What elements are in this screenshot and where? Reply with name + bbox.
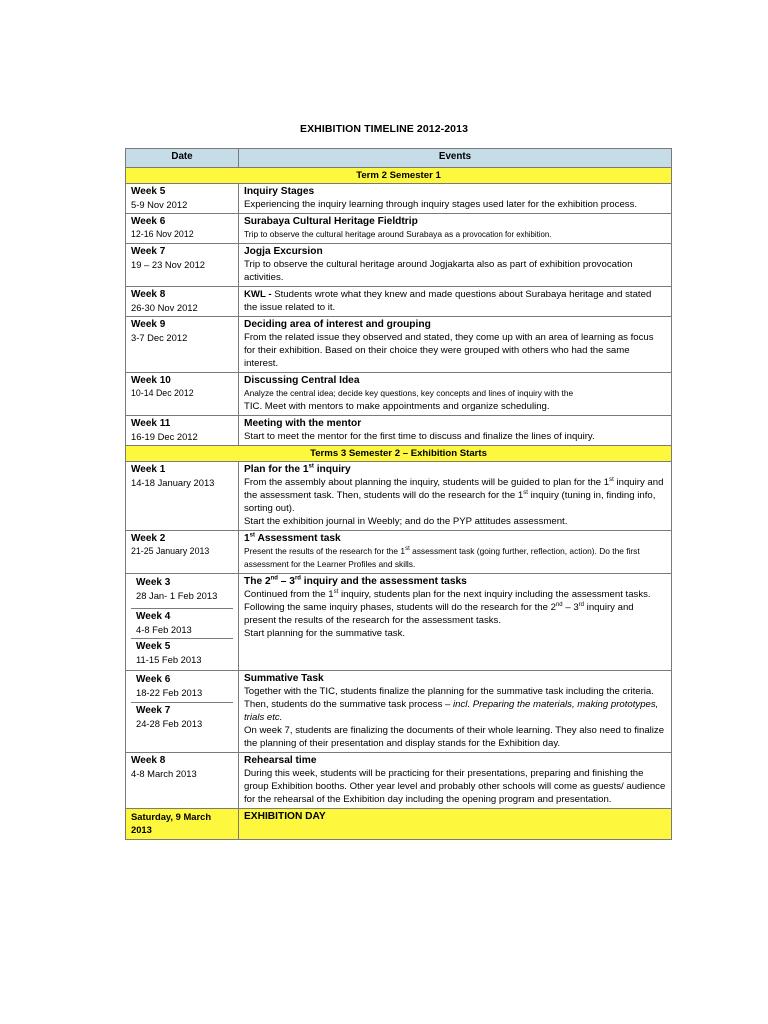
- table-row: [126, 184, 672, 214]
- date-range: 10-14 Dec 2012: [131, 388, 194, 398]
- week-label: Week 7: [136, 705, 171, 716]
- table-row: [126, 531, 672, 574]
- event-title: Discussing Central Idea: [244, 375, 360, 386]
- event-cell: [239, 671, 672, 753]
- week-label: Week 7: [131, 246, 166, 257]
- event-body: From the related issue they observed and stated, they come up with an area of learning as focus for their exhibition. Based on their choice they were grouped with others who had the same interest.: [244, 332, 654, 369]
- superscript: st: [249, 532, 256, 539]
- date-cell: [126, 671, 239, 753]
- body-part: Together with the TIC, students finalize the planning for the summative task including the criteria. Then, students do the summative task process –: [244, 686, 654, 710]
- date-cell: [126, 184, 239, 214]
- date-range: 11-15 Feb 2013: [136, 654, 202, 665]
- date-range: 26-30 Nov 2012: [131, 302, 198, 313]
- superscript: nd: [555, 601, 563, 608]
- title-part: inquiry and the assessment tasks: [300, 576, 467, 587]
- week-label: Week 4: [136, 611, 171, 622]
- event-body: [244, 228, 666, 241]
- event-body: [244, 685, 666, 724]
- event-cell: [239, 184, 672, 214]
- document-title: EXHIBITION TIMELINE 2012-2013: [299, 123, 469, 135]
- body-part: – 3: [562, 602, 579, 613]
- term-row: [126, 168, 672, 184]
- week-label: Week 6: [136, 674, 171, 685]
- table-row: [126, 373, 672, 416]
- superscript: nd: [270, 575, 278, 582]
- event-body-part: provocation for exhibition.: [462, 230, 552, 239]
- term-row: [126, 446, 672, 462]
- table-row: [126, 416, 672, 446]
- event-title: Inquiry Stages: [244, 186, 315, 197]
- event-cell: [239, 462, 672, 531]
- date-range: 4-8 March 2013: [131, 768, 197, 779]
- table-row: [126, 574, 672, 671]
- event-body: Trip to observe the cultural heritage around Jogjakarta also as part of exhibition provocation activities.: [244, 259, 633, 283]
- week-label: Week 2: [131, 533, 166, 544]
- body-part: inquiry, students plan for the next inquiry including the assessment tasks.: [338, 589, 651, 600]
- week-label: Week 8: [131, 755, 166, 766]
- event-cell: [239, 317, 672, 373]
- week-label: Week 8: [131, 289, 166, 300]
- event-cell: [239, 244, 672, 287]
- event-body-part: Students wrote what they knew and made questions about Surabaya heritage and stated the issue related to it.: [244, 289, 652, 313]
- title-part: inquiry: [313, 464, 351, 475]
- date-range: 4-8 Feb 2013: [136, 624, 192, 635]
- date-range: 16-19 Dec 2012: [131, 431, 198, 442]
- date-cell: [126, 373, 239, 416]
- event-body: Start the exhibition journal in Weebly; and do the PYP attitudes assessment.: [244, 516, 568, 527]
- title-part: Assessment task: [255, 533, 341, 544]
- superscript: st: [523, 489, 528, 496]
- event-cell: [239, 287, 672, 317]
- title-part: 1: [244, 533, 250, 544]
- week-label: Week 3: [136, 577, 171, 588]
- term-1-heading: Term 2 Semester 1: [126, 168, 672, 184]
- event-body: [244, 545, 666, 571]
- superscript: st: [333, 588, 339, 595]
- week-label: Week 6: [131, 216, 166, 227]
- table-row: [126, 214, 672, 244]
- term-2-heading: Terms 3 Semester 2 – Exhibition Starts: [126, 446, 672, 462]
- date-cell: Saturday, 9 March 2013: [126, 809, 239, 840]
- title-part: The 2: [244, 576, 271, 587]
- week-label: Week 11: [131, 418, 171, 429]
- date-cell: [126, 214, 239, 244]
- event-cell: [239, 416, 672, 446]
- event-title: [244, 532, 666, 545]
- week-label: Week 10: [131, 375, 171, 386]
- event-title: Meeting with the mentor: [244, 418, 362, 429]
- event-cell: [239, 753, 672, 809]
- event-cell: [239, 574, 672, 671]
- event-body-line: TIC. Meet with mentors to make appointments and organize scheduling.: [244, 401, 550, 412]
- timeline-table: [125, 148, 672, 840]
- date-subcell: [131, 609, 233, 639]
- date-range: 18-22 Feb 2013: [136, 687, 203, 698]
- body-part: incl. Preparing the materials, making prototypes, trials etc.: [244, 699, 659, 723]
- date-cell: [126, 416, 239, 446]
- superscript: rd: [294, 575, 301, 582]
- date-range: 12-16 Nov 2012: [131, 229, 194, 239]
- table-row: [126, 287, 672, 317]
- date-subcell: [131, 575, 233, 609]
- header-date: Date: [126, 149, 239, 168]
- event-title: Deciding area of interest and grouping: [244, 319, 431, 330]
- event-title: Summative Task: [244, 673, 324, 684]
- event-body: [244, 601, 666, 627]
- date-cell: [126, 462, 239, 531]
- title-part: Plan for the 1: [244, 464, 309, 475]
- body-part: inquiry and the assessment task. Then, students will do the research for the 1: [244, 477, 664, 501]
- event-title: Jogja Excursion: [244, 246, 323, 257]
- date-cell: [126, 244, 239, 287]
- event-body: Start planning for the summative task.: [244, 628, 406, 639]
- week-label: Week 1: [131, 464, 166, 475]
- event-title: Surabaya Cultural Heritage Fieldtrip: [244, 216, 418, 227]
- date-range: 3-7 Dec 2012: [131, 332, 188, 343]
- date-range: 19 – 23 Nov 2012: [131, 259, 206, 270]
- date-cell: [126, 317, 239, 373]
- table-row: [126, 462, 672, 531]
- event-cell: [239, 214, 672, 244]
- body-part: Present the results of the research for the 1: [244, 546, 406, 556]
- event-cell: [239, 373, 672, 416]
- date-cell: [126, 753, 239, 809]
- date-subcell: [131, 672, 233, 703]
- event-cell: [239, 531, 672, 574]
- superscript: st: [405, 546, 410, 553]
- event-body: On week 7, students are finalizing the documents of their whole learning. They also need to finalize the planning of their presentation and display stands for the Exhibition day.: [244, 725, 665, 749]
- table-row: [126, 809, 672, 840]
- date-range: 28 Jan- 1 Feb 2013: [136, 590, 218, 601]
- event-body: During this week, students will be practicing for their presentations, preparing and finishing the group Exhibition booths. Other year level and probably other schools will come as guests/ audience for the rehearsal of the Exhibition day including the opening program and presentation.: [244, 768, 666, 805]
- date-subcell: [131, 639, 233, 668]
- superscript: st: [308, 463, 314, 470]
- event-body-part: Trip to observe the cultural heritage around Surabaya as a: [244, 229, 463, 239]
- body-part: inquiry and present the results of the research for the assessment tasks.: [244, 602, 634, 626]
- body-part: Continued from the 1: [244, 589, 334, 600]
- table-header-row: [126, 149, 672, 168]
- date-range: 5-9 Nov 2012: [131, 199, 188, 210]
- event-title: [244, 575, 666, 588]
- event-lead: KWL -: [244, 289, 275, 300]
- event-body: [244, 288, 666, 314]
- body-part: inquiry (tuning in, finding info, sorting out).: [244, 490, 656, 514]
- title-part: – 3: [277, 576, 295, 587]
- event-body-line: Analyze the central idea; decide key questions, key concepts and lines of inquiry with the: [244, 388, 574, 398]
- body-part: Following the same inquiry phases, students will do the research for the 2: [244, 602, 556, 613]
- event-body: [244, 476, 666, 515]
- date-range: 14-18 January 2013: [131, 477, 215, 488]
- header-events: Events: [239, 149, 672, 168]
- superscript: st: [609, 476, 614, 483]
- event-title: [244, 463, 666, 476]
- date-cell: [126, 287, 239, 317]
- superscript: rd: [578, 601, 585, 608]
- week-label: Week 5: [136, 641, 171, 652]
- table-row: [126, 317, 672, 373]
- week-label: Week 9: [131, 319, 166, 330]
- event-cell: EXHIBITION DAY: [239, 809, 672, 840]
- date-cell: [126, 531, 239, 574]
- date-range: 21-25 January 2013: [131, 546, 210, 556]
- body-part: assessment task (going further, reflection, action). Do the first assessment for the Learner Profiles and skills.: [244, 546, 640, 569]
- date-subcell: [131, 703, 233, 732]
- date-range: 24-28 Feb 2013: [136, 718, 203, 729]
- table-row: [126, 753, 672, 809]
- week-label: Week 5: [131, 186, 166, 197]
- body-part: From the assembly about planning the inquiry, students will be guided to plan for the 1: [244, 477, 610, 488]
- date-cell: [126, 574, 239, 671]
- table-row: [126, 671, 672, 753]
- event-body: Experiencing the inquiry learning through inquiry stages used later for the exhibition process.: [244, 199, 638, 210]
- event-title: Rehearsal time: [244, 755, 317, 766]
- event-body: [244, 588, 666, 601]
- table-row: [126, 244, 672, 287]
- event-body: Start to meet the mentor for the first time to discuss and finalize the lines of inquiry.: [244, 431, 595, 442]
